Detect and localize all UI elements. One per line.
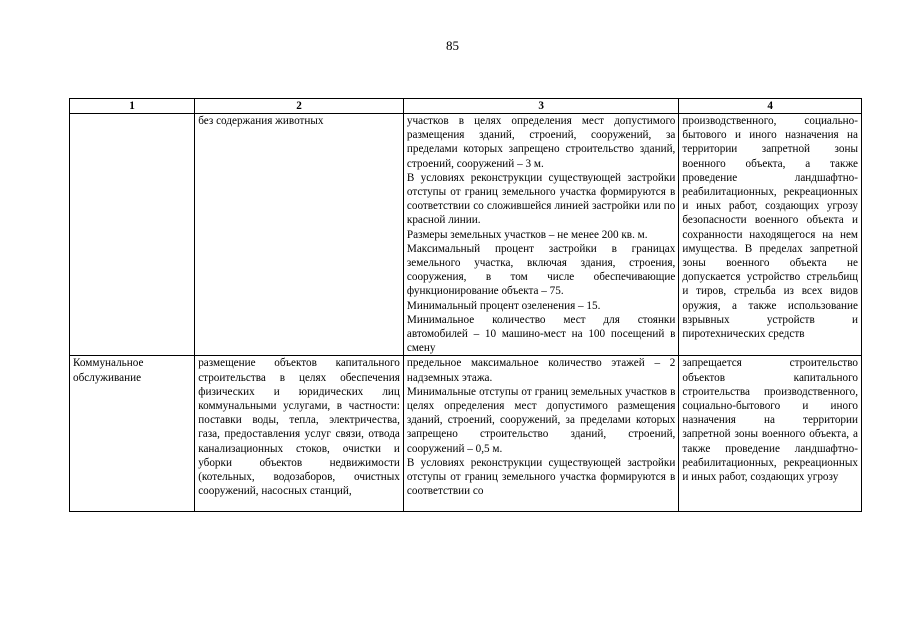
cell-use-type: [70, 114, 195, 356]
cell-paragraph: В условиях реконструкции существующей застройки отступы от границ земельного участка формируются в соответствии со: [406, 456, 676, 498]
cell-paragraph: предельное максимальное количество этажей – 2 надземных этажа.: [406, 357, 676, 384]
header-row: [70, 99, 862, 114]
cell-parameters: [403, 114, 678, 356]
column-header: 4: [679, 99, 862, 114]
cell-description: [195, 114, 404, 356]
cell-paragraph: запрещается строительство объектов капитального строительства производственного, социально-бытового и иного назначения на территории запретной зоны военного объекта, а также проведение ландшафтно-реабилитационных, рекреационных и иных работ, создающих угрозу: [682, 357, 858, 484]
cell-paragraph: производственного, социально-бытового и иного назначения на территории запретной зоны военного объекта, а также проведение ландшафтно-реабилитационных, рекреационных и иных работ, создающих угрозу безопасности военного объекта и сохранности находящегося на нем имущества. В пределах запретной зоны военного объекта не допускается устройство стрельбищ и тиров, стрельба из всех видов оружия, а также использование взрывных устройств и пиротехнических средств: [682, 115, 858, 341]
cell-use-type: [70, 356, 195, 512]
cell-restrictions: [679, 356, 862, 512]
cell-paragraph: Коммунальное обслуживание: [73, 357, 144, 384]
cell-clip: [198, 356, 400, 511]
cell-paragraph: без содержания животных: [198, 115, 324, 127]
table-row: [70, 356, 862, 512]
cell-paragraph: Минимальный процент озеленения – 15.: [406, 299, 601, 312]
cell-paragraph: участков в целях определения мест допустимого размещения зданий, строений, сооружений, за пределами которых запрещено строительство зданий, строений, сооружений – 3 м.: [406, 115, 676, 170]
table-row: [70, 114, 862, 356]
cell-clip: [407, 356, 675, 511]
cell-paragraph: В условиях реконструкции существующей застройки отступы от границ земельного участка формируются в соответствии со сложившейся линией застройки или по красной линии.: [406, 171, 676, 227]
cell-paragraph: Максимальный процент застройки в границах земельного участка, включая здания, строения, сооружения, в том числе обеспечивающие функционирование объекта – 75.: [406, 242, 676, 298]
cell-description: [195, 356, 404, 512]
cell-parameters: [403, 356, 678, 512]
page-number: 85: [446, 38, 459, 53]
cell-paragraph: Минимальные отступы от границ земельных участков в целях определения мест допустимого размещения зданий, строений, сооружений, за пределами которых запрещено строительство зданий, строений, сооружений – 0,5 м.: [406, 385, 676, 455]
cell-restrictions: [679, 114, 862, 356]
column-header: 1: [70, 99, 195, 114]
column-header: 2: [195, 99, 404, 114]
cell-clip: [682, 356, 858, 511]
cell-paragraph: размещение объектов капитального строительства в целях обеспечения физических и юридических лиц коммунальными услугами, в частности: поставки воды, тепла, электричества, газа, предоставления услуг связи, отвода канализационных стоков, очистки и уборки объектов недвижимости (котельных, водозаборов, очистных сооружений, насосных станций,: [198, 357, 400, 498]
cell-paragraph: Размеры земельных участков – не менее 200 кв. м.: [406, 228, 648, 241]
column-header: 3: [403, 99, 678, 114]
regulation-table: [69, 98, 862, 512]
cell-paragraph: Минимальное количество мест для стоянки автомобилей – 10 машино-мест на 100 посещений в смену: [406, 313, 676, 355]
